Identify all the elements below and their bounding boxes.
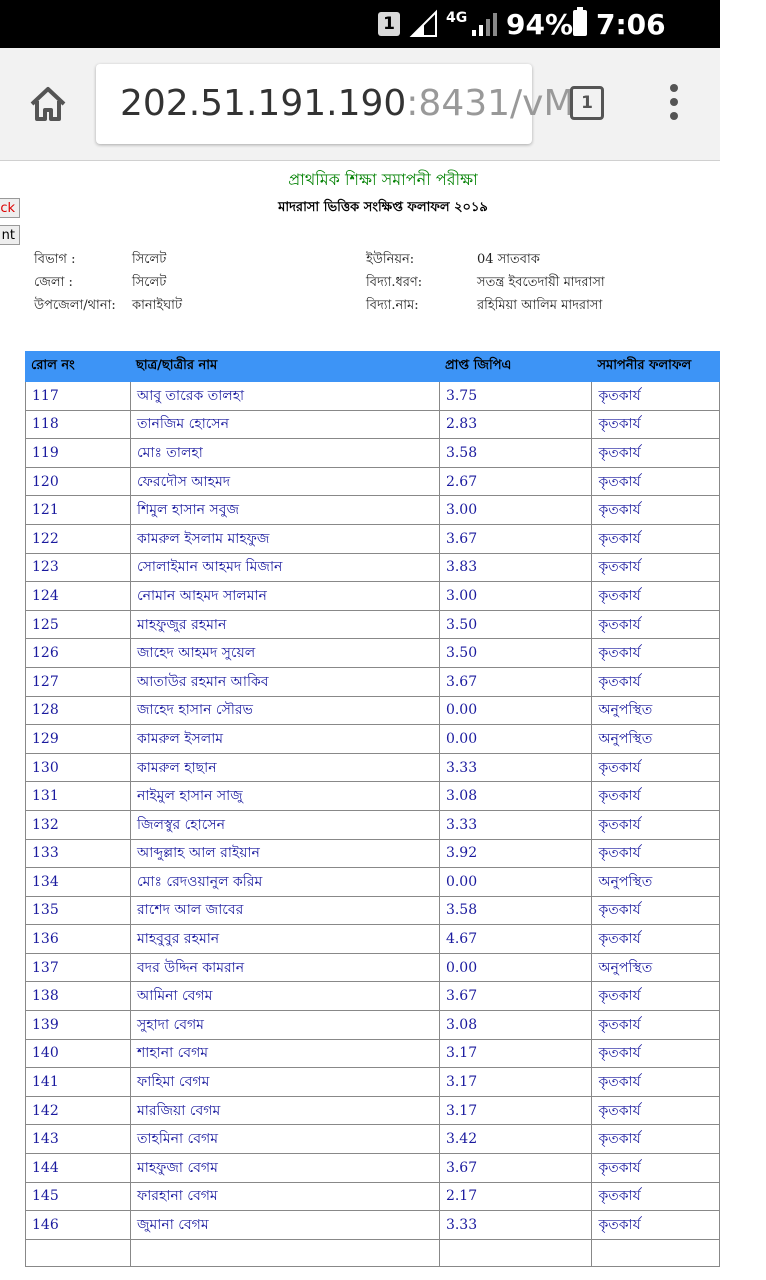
roll-cell: 121 — [26, 496, 131, 525]
name-cell: আমিনা বেগম — [130, 982, 439, 1011]
roll-cell: 141 — [26, 1068, 131, 1097]
roll-cell: 125 — [26, 610, 131, 639]
name-cell: কামরুল ইসলাম মাহফুজ — [130, 524, 439, 553]
table-row — [26, 1154, 720, 1183]
name-cell: আবু তারেক তালহা — [130, 382, 439, 411]
result-cell: কৃতকার্য — [592, 524, 720, 553]
gpa-cell: 3.33 — [439, 810, 591, 839]
upazila-value: কানাইঘাট — [132, 298, 183, 313]
table-row — [26, 696, 720, 725]
result-cell: কৃতকার্য — [592, 1211, 720, 1240]
name-cell: জুমানা বেগম — [130, 1211, 439, 1240]
result-cell: কৃতকার্য — [592, 553, 720, 582]
gpa-cell: 4.67 — [439, 925, 591, 954]
table-row — [26, 1011, 720, 1040]
table-header-row — [26, 352, 720, 382]
table-row — [26, 382, 720, 411]
signal-strength-icon — [470, 10, 498, 38]
empty-cell — [130, 1239, 439, 1266]
union-label: ইউনিয়ন: — [366, 252, 415, 267]
gpa-cell: 3.50 — [439, 639, 591, 668]
roll-cell: 129 — [26, 725, 131, 754]
side-button-back[interactable]: ck — [0, 198, 20, 218]
result-cell: কৃতকার্য — [592, 810, 720, 839]
roll-cell: 132 — [26, 810, 131, 839]
result-cell: কৃতকার্য — [592, 467, 720, 496]
name-cell: রাশেদ আল জাবের — [130, 896, 439, 925]
name-cell: মাহবুবুর রহমান — [130, 925, 439, 954]
name-cell: আতাউর রহমান আকিব — [130, 667, 439, 696]
table-row — [26, 896, 720, 925]
gpa-cell: 3.00 — [439, 582, 591, 611]
roll-cell: 133 — [26, 839, 131, 868]
roll-cell: 128 — [26, 696, 131, 725]
table-row — [26, 582, 720, 611]
result-cell: কৃতকার্য — [592, 839, 720, 868]
result-cell: কৃতকার্য — [592, 610, 720, 639]
name-cell: বদর উদ্দিন কামরান — [130, 953, 439, 982]
roll-cell: 130 — [26, 753, 131, 782]
roll-cell: 123 — [26, 553, 131, 582]
roll-cell: 144 — [26, 1154, 131, 1183]
result-cell: কৃতকার্য — [592, 410, 720, 439]
table-row — [26, 925, 720, 954]
header-name: ছাত্র/ছাত্রীর নাম — [130, 352, 439, 382]
table-row — [26, 782, 720, 811]
table-row — [26, 1211, 720, 1240]
name-cell: তানজিম হোসেন — [130, 410, 439, 439]
gpa-cell: 3.42 — [439, 1125, 591, 1154]
roll-cell: 134 — [26, 868, 131, 897]
gpa-cell: 2.17 — [439, 1182, 591, 1211]
table-row — [26, 810, 720, 839]
gpa-cell: 0.00 — [439, 953, 591, 982]
empty-cell — [439, 1239, 591, 1266]
roll-cell: 120 — [26, 467, 131, 496]
result-cell: কৃতকার্য — [592, 382, 720, 411]
name-cell: ফেরদৌস আহমদ — [130, 467, 439, 496]
name-cell: জিলস্বুর হোসেন — [130, 810, 439, 839]
result-cell: কৃতকার্য — [592, 1011, 720, 1040]
gpa-cell: 3.83 — [439, 553, 591, 582]
header-result: সমাপনীর ফলাফল — [592, 352, 720, 382]
roll-cell: 117 — [26, 382, 131, 411]
name-cell: মোঃ তালহা — [130, 439, 439, 468]
gpa-cell: 2.67 — [439, 467, 591, 496]
side-button-print[interactable]: nt — [0, 225, 20, 245]
table-row — [26, 753, 720, 782]
table-row — [26, 725, 720, 754]
result-cell: অনুপস্থিত — [592, 953, 720, 982]
page-title: প্রাথমিক শিক্ষা সমাপনী পরীক্ষা — [288, 170, 478, 189]
table-row — [26, 1096, 720, 1125]
result-cell: কৃতকার্য — [592, 496, 720, 525]
union-value: 04 সাতবাক — [477, 252, 540, 267]
result-cell: কৃতকার্য — [592, 639, 720, 668]
signal-empty-icon — [410, 10, 438, 38]
result-cell: কৃতকার্য — [592, 1154, 720, 1183]
tab-switcher-button[interactable]: 1 — [570, 86, 604, 120]
gpa-cell: 3.67 — [439, 1154, 591, 1183]
roll-cell: 135 — [26, 896, 131, 925]
table-row — [26, 439, 720, 468]
name-cell: জাহেদ আহমদ সুয়েল — [130, 639, 439, 668]
gpa-cell: 3.58 — [439, 896, 591, 925]
sim-badge: 1 — [378, 12, 400, 36]
empty-cell — [26, 1239, 131, 1266]
clock: 7:06 — [596, 8, 666, 41]
name-cell: মাহফুজা বেগম — [130, 1154, 439, 1183]
gpa-cell: 3.67 — [439, 524, 591, 553]
result-cell: কৃতকার্য — [592, 1039, 720, 1068]
roll-cell: 126 — [26, 639, 131, 668]
result-cell: কৃতকার্য — [592, 782, 720, 811]
institution-name-value: রহিমিয়া আলিম মাদরাসা — [477, 298, 603, 313]
table-row — [26, 839, 720, 868]
table-row — [26, 610, 720, 639]
roll-cell: 124 — [26, 582, 131, 611]
gpa-cell: 2.83 — [439, 410, 591, 439]
result-cell: অনুপস্থিত — [592, 868, 720, 897]
header-gpa: প্রাপ্ত জিপিএ — [439, 352, 591, 382]
roll-cell: 136 — [26, 925, 131, 954]
gpa-cell: 0.00 — [439, 725, 591, 754]
name-cell: মারজিয়া বেগম — [130, 1096, 439, 1125]
result-cell: কৃতকার্য — [592, 753, 720, 782]
roll-cell: 142 — [26, 1096, 131, 1125]
roll-cell: 143 — [26, 1125, 131, 1154]
result-cell: কৃতকার্য — [592, 439, 720, 468]
table-row — [26, 524, 720, 553]
roll-cell: 140 — [26, 1039, 131, 1068]
gpa-cell: 3.33 — [439, 1211, 591, 1240]
roll-cell: 122 — [26, 524, 131, 553]
gpa-cell: 0.00 — [439, 696, 591, 725]
name-cell: মোঃ রেদওয়ানুল করিম — [130, 868, 439, 897]
url-bar[interactable] — [96, 64, 575, 144]
division-label: বিভাগ : — [34, 252, 76, 267]
name-cell: তাহমিনা বেগম — [130, 1125, 439, 1154]
table-row — [26, 1182, 720, 1211]
name-cell: নাইমুল হাসান সাজু — [130, 782, 439, 811]
table-row-empty — [26, 1239, 720, 1266]
url-path: :8431/vM — [406, 83, 575, 124]
name-cell: শাহানা বেগম — [130, 1039, 439, 1068]
gpa-cell: 3.08 — [439, 1011, 591, 1040]
gpa-cell: 0.00 — [439, 868, 591, 897]
roll-cell: 145 — [26, 1182, 131, 1211]
result-cell: অনুপস্থিত — [592, 696, 720, 725]
table-row — [26, 868, 720, 897]
roll-cell: 119 — [26, 439, 131, 468]
gpa-cell: 3.75 — [439, 382, 591, 411]
empty-cell — [592, 1239, 720, 1266]
gpa-cell: 3.17 — [439, 1096, 591, 1125]
battery-percent: 94% — [506, 8, 574, 41]
table-row — [26, 667, 720, 696]
result-cell: কৃতকার্য — [592, 1096, 720, 1125]
gpa-cell: 3.17 — [439, 1039, 591, 1068]
page-subtitle: মাদরাসা ভিত্তিক সংক্ষিপ্ত ফলাফল ২০১৯ — [278, 200, 488, 215]
table-row — [26, 467, 720, 496]
network-type: 4G — [446, 10, 468, 26]
url-host: 202.51.191.190 — [120, 83, 407, 124]
name-cell: ফারহানা বেগম — [130, 1182, 439, 1211]
table-row — [26, 1125, 720, 1154]
roll-cell: 137 — [26, 953, 131, 982]
gpa-cell: 3.33 — [439, 753, 591, 782]
name-cell: কামরুল ইসলাম — [130, 725, 439, 754]
table-row — [26, 639, 720, 668]
name-cell: সোলাইমান আহমদ মিজান — [130, 553, 439, 582]
result-cell: কৃতকার্য — [592, 925, 720, 954]
home-icon[interactable] — [26, 82, 70, 126]
name-cell: শিমুল হাসান সবুজ — [130, 496, 439, 525]
upazila-label: উপজেলা/থানা: — [34, 298, 116, 313]
table-row — [26, 496, 720, 525]
result-cell: কৃতকার্য — [592, 896, 720, 925]
institution-name-label: বিদ্যা.নাম: — [366, 298, 419, 313]
institution-type-label: বিদ্যা.ধরণ: — [366, 275, 423, 290]
table-row — [26, 1068, 720, 1097]
page-content — [0, 161, 720, 1280]
result-cell: অনুপস্থিত — [592, 725, 720, 754]
name-cell: সুহাদা বেগম — [130, 1011, 439, 1040]
gpa-cell: 3.67 — [439, 982, 591, 1011]
name-cell: মাহফুজুর রহমান — [130, 610, 439, 639]
roll-cell: 138 — [26, 982, 131, 1011]
roll-cell: 131 — [26, 782, 131, 811]
result-cell: কৃতকার্য — [592, 1068, 720, 1097]
district-value: সিলেট — [132, 275, 167, 290]
header-roll: রোল নং — [26, 352, 131, 382]
name-cell: কামরুল হাছান — [130, 753, 439, 782]
division-value: সিলেট — [132, 252, 167, 267]
results-table — [25, 351, 720, 1267]
roll-cell: 118 — [26, 410, 131, 439]
name-cell: আব্দুল্লাহ আল রাইয়ান — [130, 839, 439, 868]
institution-type-value: সতন্ত্র ইবতেদায়ী মাদরাসা — [477, 275, 605, 290]
table-row — [26, 953, 720, 982]
name-cell: নোমান আহমদ সালমান — [130, 582, 439, 611]
gpa-cell: 3.58 — [439, 439, 591, 468]
status-bar — [0, 0, 720, 48]
gpa-cell: 3.08 — [439, 782, 591, 811]
roll-cell: 146 — [26, 1211, 131, 1240]
gpa-cell: 3.17 — [439, 1068, 591, 1097]
browser-toolbar — [0, 48, 720, 161]
table-row — [26, 410, 720, 439]
result-cell: কৃতকার্য — [592, 667, 720, 696]
name-cell: জাহেদ হাসান সৌরভ — [130, 696, 439, 725]
battery-icon — [573, 10, 587, 36]
result-cell: কৃতকার্য — [592, 1182, 720, 1211]
table-row — [26, 553, 720, 582]
gpa-cell: 3.92 — [439, 839, 591, 868]
roll-cell: 139 — [26, 1011, 131, 1040]
table-body — [26, 382, 720, 1267]
table-row — [26, 1039, 720, 1068]
result-cell: কৃতকার্য — [592, 582, 720, 611]
table-row — [26, 982, 720, 1011]
gpa-cell: 3.00 — [439, 496, 591, 525]
district-label: জেলা : — [34, 275, 73, 290]
result-cell: কৃতকার্য — [592, 982, 720, 1011]
result-cell: কৃতকার্য — [592, 1125, 720, 1154]
roll-cell: 127 — [26, 667, 131, 696]
name-cell: ফাহিমা বেগম — [130, 1068, 439, 1097]
gpa-cell: 3.67 — [439, 667, 591, 696]
gpa-cell: 3.50 — [439, 610, 591, 639]
menu-dots-icon[interactable] — [664, 84, 684, 124]
